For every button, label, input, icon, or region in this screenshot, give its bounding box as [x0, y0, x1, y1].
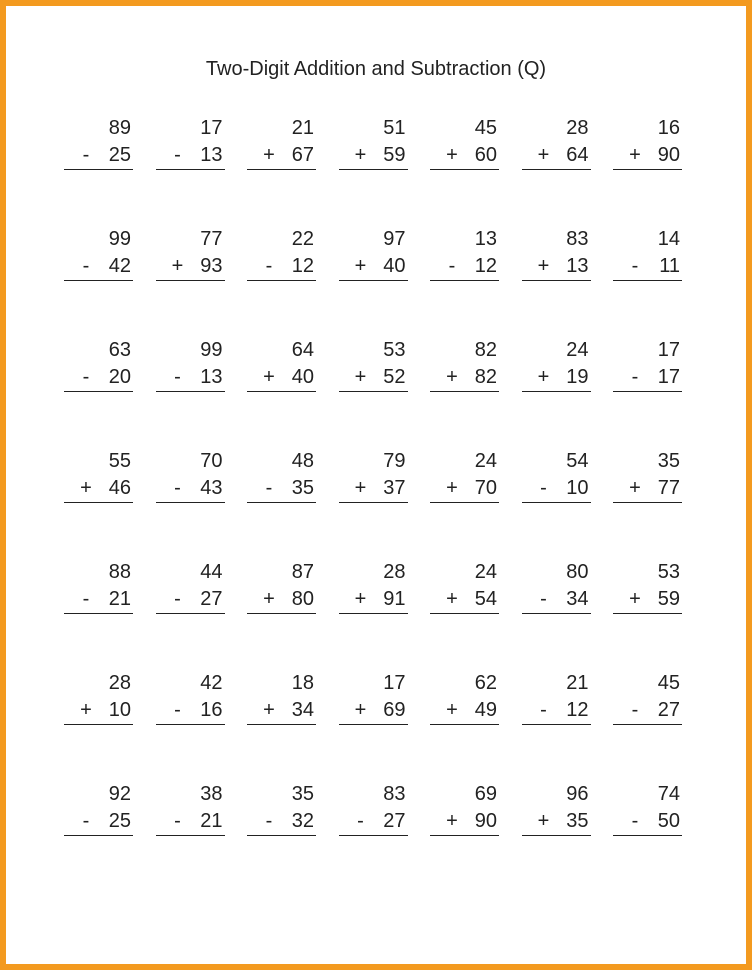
top-number: 83 [383, 783, 406, 805]
problem-row [64, 559, 684, 670]
top-number: 28 [108, 672, 131, 694]
bottom-number: 52 [383, 366, 406, 388]
problem [156, 781, 225, 892]
top-number: 83 [566, 228, 589, 250]
problem [247, 670, 316, 781]
answer-line [339, 475, 408, 503]
top-number: 62 [474, 672, 497, 694]
operator-sign: - [265, 810, 273, 832]
operator-sign: + [537, 810, 550, 832]
problem-row [64, 670, 684, 781]
operator-sign: - [82, 366, 90, 388]
bottom-number: 12 [474, 255, 497, 277]
problem [430, 115, 499, 226]
problem [247, 781, 316, 892]
operator-sign: - [631, 699, 639, 721]
problem [522, 670, 591, 781]
bottom-number: 40 [383, 255, 406, 277]
bottom-number: 54 [474, 588, 497, 610]
answer-line [339, 697, 408, 725]
bottom-number: 49 [474, 699, 497, 721]
answer-line [339, 808, 408, 836]
top-number: 44 [200, 561, 223, 583]
problem [64, 115, 133, 226]
top-number: 45 [474, 117, 497, 139]
problem [430, 226, 499, 337]
problem-row [64, 781, 684, 892]
operator-sign: + [263, 588, 275, 610]
answer-line [64, 808, 133, 836]
bottom-number: 43 [200, 477, 223, 499]
bottom-number: 25 [108, 144, 131, 166]
top-number: 24 [566, 339, 589, 361]
bottom-number: 60 [474, 144, 497, 166]
operator-sign: + [354, 699, 367, 721]
bottom-number: 34 [291, 699, 314, 721]
answer-line [339, 142, 408, 170]
top-number: 21 [566, 672, 589, 694]
operator-sign: + [446, 477, 458, 499]
answer-line [339, 253, 408, 281]
operator-sign: - [174, 699, 181, 721]
bottom-number: 70 [474, 477, 497, 499]
operator-sign: - [448, 255, 456, 277]
bottom-number: 77 [657, 477, 680, 499]
top-number: 35 [291, 783, 314, 805]
problem [247, 337, 316, 448]
top-number: 99 [200, 339, 223, 361]
operator-sign: - [174, 588, 181, 610]
problem [247, 226, 316, 337]
top-number: 55 [108, 450, 131, 472]
top-number: 24 [474, 561, 497, 583]
bottom-number: 16 [200, 699, 223, 721]
problem [613, 781, 682, 892]
operator-sign: + [80, 477, 92, 499]
problem [64, 337, 133, 448]
answer-line [64, 142, 133, 170]
operator-sign: + [446, 588, 458, 610]
top-number: 35 [657, 450, 680, 472]
answer-line [613, 253, 682, 281]
operator-sign: + [446, 810, 458, 832]
operator-sign: + [629, 588, 641, 610]
top-number: 92 [108, 783, 131, 805]
answer-line [339, 586, 408, 614]
answer-line [522, 808, 591, 836]
answer-line [430, 586, 499, 614]
bottom-number: 27 [657, 699, 680, 721]
problem [339, 670, 408, 781]
top-number: 99 [108, 228, 131, 250]
answer-line [339, 364, 408, 392]
problem [339, 781, 408, 892]
bottom-number: 40 [291, 366, 314, 388]
operator-sign: - [540, 699, 547, 721]
operator-sign: + [446, 699, 458, 721]
top-number: 89 [108, 117, 131, 139]
problem [613, 115, 682, 226]
top-number: 42 [200, 672, 223, 694]
problem [64, 670, 133, 781]
answer-line [64, 586, 133, 614]
problem-row [64, 448, 684, 559]
top-number: 63 [108, 339, 131, 361]
problem [522, 559, 591, 670]
problem [64, 559, 133, 670]
operator-sign: + [537, 144, 550, 166]
answer-line [613, 697, 682, 725]
problem-row [64, 115, 684, 226]
answer-line [64, 253, 133, 281]
problem [522, 337, 591, 448]
bottom-number: 69 [383, 699, 406, 721]
bottom-number: 93 [200, 255, 223, 277]
problem [339, 448, 408, 559]
top-number: 96 [566, 783, 589, 805]
problem [156, 670, 225, 781]
problem [430, 670, 499, 781]
operator-sign: - [82, 810, 90, 832]
top-number: 17 [200, 117, 223, 139]
top-number: 13 [474, 228, 497, 250]
bottom-number: 13 [200, 144, 223, 166]
bottom-number: 20 [108, 366, 131, 388]
bottom-number: 64 [566, 144, 589, 166]
top-number: 77 [200, 228, 223, 250]
worksheet-title: Two-Digit Addition and Subtraction (Q) [205, 58, 547, 80]
operator-sign: - [174, 144, 181, 166]
top-number: 87 [291, 561, 314, 583]
problem [430, 337, 499, 448]
answer-line [613, 364, 682, 392]
operator-sign: + [629, 144, 641, 166]
answer-line [247, 697, 316, 725]
operator-sign: + [537, 366, 550, 388]
answer-line [522, 253, 591, 281]
operator-sign: + [446, 366, 458, 388]
operator-sign: - [265, 255, 273, 277]
problem [156, 559, 225, 670]
bottom-number: 19 [566, 366, 589, 388]
answer-line [430, 364, 499, 392]
top-number: 28 [566, 117, 589, 139]
bottom-number: 13 [200, 366, 223, 388]
bottom-number: 46 [108, 477, 131, 499]
bottom-number: 12 [291, 255, 314, 277]
top-number: 48 [291, 450, 314, 472]
answer-line [247, 142, 316, 170]
problem [522, 115, 591, 226]
problem [156, 226, 225, 337]
problem [613, 670, 682, 781]
answer-line [522, 142, 591, 170]
problem [430, 781, 499, 892]
problem [339, 337, 408, 448]
problem [64, 226, 133, 337]
operator-sign: + [80, 699, 92, 721]
operator-sign: - [174, 477, 181, 499]
top-number: 88 [108, 561, 131, 583]
answer-line [156, 253, 225, 281]
bottom-number: 12 [566, 699, 589, 721]
answer-line [64, 697, 133, 725]
answer-line [613, 586, 682, 614]
top-number: 74 [657, 783, 680, 805]
problem [522, 781, 591, 892]
problem [430, 448, 499, 559]
operator-sign: + [354, 588, 367, 610]
operator-sign: + [263, 366, 275, 388]
top-number: 51 [383, 117, 406, 139]
problem [247, 115, 316, 226]
problem [64, 781, 133, 892]
answer-line [430, 253, 499, 281]
top-number: 17 [657, 339, 680, 361]
problem [156, 337, 225, 448]
answer-line [247, 808, 316, 836]
operator-sign: + [354, 366, 367, 388]
answer-line [156, 697, 225, 725]
answer-line [156, 142, 225, 170]
answer-line [156, 475, 225, 503]
answer-line [613, 808, 682, 836]
operator-sign: + [354, 255, 367, 277]
top-number: 21 [291, 117, 314, 139]
operator-sign: - [631, 255, 639, 277]
answer-line [430, 142, 499, 170]
problem [430, 559, 499, 670]
problem [156, 115, 225, 226]
bottom-number: 27 [383, 810, 406, 832]
operator-sign: + [263, 144, 275, 166]
bottom-number: 13 [566, 255, 589, 277]
answer-line [522, 475, 591, 503]
top-number: 28 [383, 561, 406, 583]
top-number: 79 [383, 450, 406, 472]
problem [522, 448, 591, 559]
problem [613, 337, 682, 448]
answer-line [64, 364, 133, 392]
bottom-number: 34 [566, 588, 589, 610]
bottom-number: 35 [291, 477, 314, 499]
bottom-number: 50 [657, 810, 680, 832]
operator-sign: + [537, 255, 550, 277]
bottom-number: 32 [291, 810, 314, 832]
operator-sign: + [263, 699, 275, 721]
operator-sign: + [354, 144, 367, 166]
answer-line [430, 475, 499, 503]
bottom-number: 17 [657, 366, 680, 388]
top-number: 53 [657, 561, 680, 583]
problem [247, 559, 316, 670]
answer-line [156, 586, 225, 614]
top-number: 54 [566, 450, 589, 472]
problem [156, 448, 225, 559]
answer-line [430, 697, 499, 725]
bottom-number: 10 [566, 477, 589, 499]
answer-line [64, 475, 133, 503]
operator-sign: - [540, 588, 547, 610]
bottom-number: 80 [291, 588, 314, 610]
answer-line [430, 808, 499, 836]
problem [522, 226, 591, 337]
problem [339, 559, 408, 670]
bottom-number: 82 [474, 366, 497, 388]
top-number: 82 [474, 339, 497, 361]
answer-line [522, 697, 591, 725]
operator-sign: + [629, 477, 641, 499]
operator-sign: - [174, 810, 181, 832]
answer-line [247, 253, 316, 281]
bottom-number: 59 [657, 588, 680, 610]
operator-sign: - [265, 477, 273, 499]
bottom-number: 90 [474, 810, 497, 832]
top-number: 64 [291, 339, 314, 361]
top-number: 45 [657, 672, 680, 694]
top-number: 80 [566, 561, 589, 583]
operator-sign: - [174, 366, 181, 388]
top-number: 69 [474, 783, 497, 805]
answer-line [613, 475, 682, 503]
bottom-number: 37 [383, 477, 406, 499]
bottom-number: 21 [108, 588, 131, 610]
top-number: 17 [383, 672, 406, 694]
bottom-number: 35 [566, 810, 589, 832]
problem [613, 226, 682, 337]
problem-row [64, 226, 684, 337]
operator-sign: - [631, 810, 639, 832]
bottom-number: 25 [108, 810, 131, 832]
operator-sign: - [540, 477, 547, 499]
top-number: 14 [657, 228, 680, 250]
problem [613, 559, 682, 670]
operator-sign: + [171, 255, 184, 277]
problem [339, 226, 408, 337]
top-number: 38 [200, 783, 223, 805]
bottom-number: 91 [383, 588, 406, 610]
operator-sign: - [82, 588, 90, 610]
problem [613, 448, 682, 559]
bottom-number: 27 [200, 588, 223, 610]
bottom-number: 59 [383, 144, 406, 166]
bottom-number: 11 [659, 255, 680, 277]
top-number: 70 [200, 450, 223, 472]
operator-sign: - [357, 810, 364, 832]
top-number: 24 [474, 450, 497, 472]
bottom-number: 42 [108, 255, 131, 277]
problem [64, 448, 133, 559]
answer-line [156, 364, 225, 392]
answer-line [247, 364, 316, 392]
problem [247, 448, 316, 559]
operator-sign: + [446, 144, 458, 166]
problem-row [64, 337, 684, 448]
problem [339, 115, 408, 226]
answer-line [156, 808, 225, 836]
top-number: 16 [657, 117, 680, 139]
answer-line [522, 364, 591, 392]
problem-grid [64, 115, 684, 892]
operator-sign: - [631, 366, 639, 388]
bottom-number: 10 [108, 699, 131, 721]
operator-sign: + [354, 477, 367, 499]
answer-line [247, 586, 316, 614]
answer-line [613, 142, 682, 170]
bottom-number: 21 [200, 810, 223, 832]
operator-sign: - [82, 255, 90, 277]
bottom-number: 90 [657, 144, 680, 166]
bottom-number: 67 [291, 144, 314, 166]
operator-sign: - [82, 144, 90, 166]
top-number: 97 [383, 228, 406, 250]
answer-line [522, 586, 591, 614]
top-number: 22 [291, 228, 314, 250]
top-number: 18 [291, 672, 314, 694]
answer-line [247, 475, 316, 503]
top-number: 53 [383, 339, 406, 361]
